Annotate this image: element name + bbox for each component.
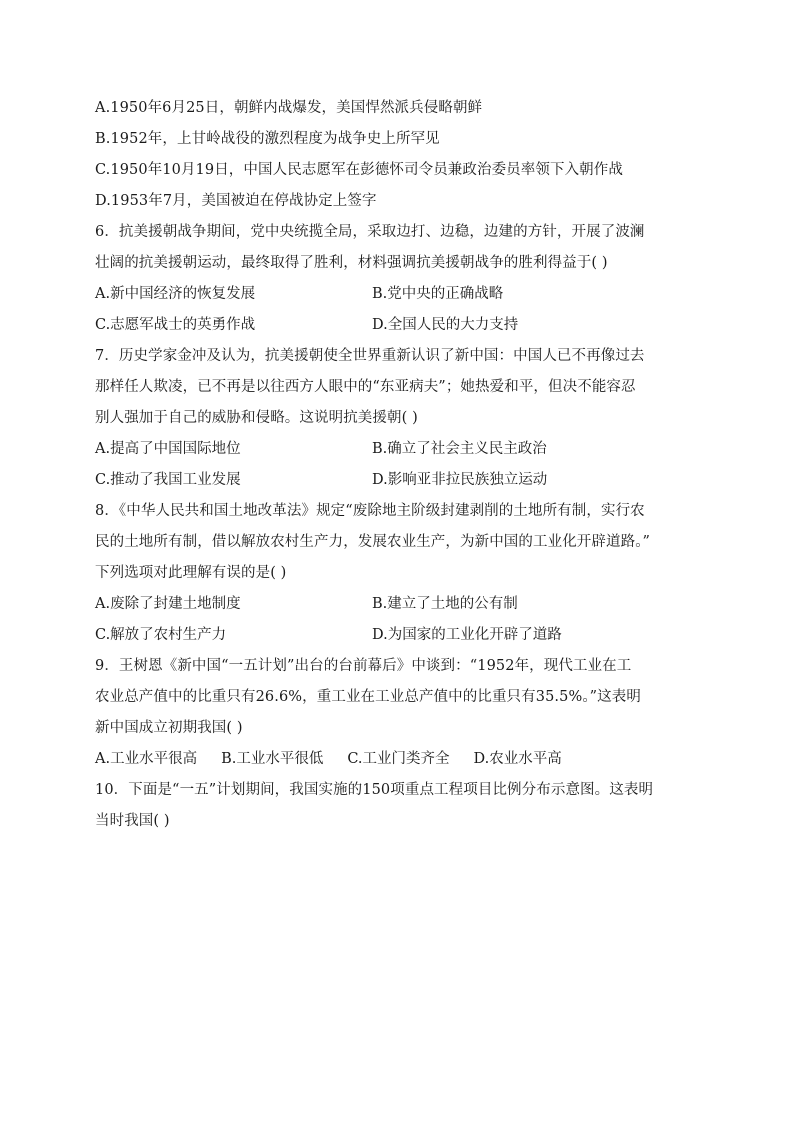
q8-options-row-2 <box>95 620 705 651</box>
q7-option-d: D.影响亚非拉民族独立运动 <box>372 472 548 488</box>
q5-option-b: B.1952年，上甘岭战役的激烈程度为战争史上所罕见 <box>95 131 440 147</box>
q6-stem-line-1: 6．抗美援朝战争期间，党中央统揽全局，采取边打、边稳，边建的方针，开展了波澜 <box>95 224 645 240</box>
q6-option-b: B.党中央的正确战略 <box>372 286 504 302</box>
q6-options-row-1 <box>95 279 705 310</box>
q7-option-b: B.确立了社会主义民主政治 <box>372 441 547 457</box>
q6-option-c: C.志愿军战士的英勇作战 <box>95 317 256 333</box>
q10-stem-line-2: 当时我国( ) <box>95 813 170 829</box>
q6-options-row-2 <box>95 310 705 341</box>
q8-stem-line-2: 民的土地所有制，借以解放农村生产力，发展农业生产，为新中国的工业化开辟道路。” <box>95 534 651 550</box>
q8-option-b: B.建立了土地的公有制 <box>372 596 518 612</box>
q9-option-c: C.工业门类齐全 <box>347 751 450 767</box>
q10-stem-line-1: 10．下面是“一五”计划期间，我国实施的150项重点工程项目比例分布示意图。这表明 <box>95 782 654 798</box>
q9-options-row <box>95 744 705 775</box>
q9-option-a: A.工业水平很高 <box>95 751 198 767</box>
q9-stem-line-2: 农业总产值中的比重只有26.6%，重工业在工业总产值中的比重只有35.5%。”这表明 <box>95 689 641 705</box>
q7-options-row-2 <box>95 465 705 496</box>
q9-stem-line-3: 新中国成立初期我国( ) <box>95 720 243 736</box>
q6-option-d: D.全国人民的大力支持 <box>372 317 519 333</box>
q7-stem-line-3: 别人强加于自己的威胁和侵略。这说明抗美援朝( ) <box>95 410 418 426</box>
q7-stem-line-2: 那样任人欺凌，已不再是以往西方人眼中的“东亚病夫”；她热爱和平，但决不能容忍 <box>95 379 636 395</box>
q8-option-a: A.废除了封建土地制度 <box>95 596 241 612</box>
q6-stem-line-2: 壮阔的抗美援朝运动，最终取得了胜利，材料强调抗美援朝战争的胜利得益于( ) <box>95 255 608 271</box>
q8-option-c: C.解放了农村生产力 <box>95 627 227 643</box>
q8-stem-line-3: 下列选项对此理解有误的是( ) <box>95 565 287 581</box>
q8-options-row-1 <box>95 589 705 620</box>
q7-stem-line-1: 7．历史学家金冲及认为，抗美援朝使全世界重新认识了新中国：中国人已不再像过去 <box>95 348 645 364</box>
q5-option-d: D.1953年7月，美国被迫在停战协定上签字 <box>95 193 377 209</box>
q8-option-d: D.为国家的工业化开辟了道路 <box>372 627 562 643</box>
q7-options-row-1 <box>95 434 705 465</box>
q9-option-b: B.工业水平很低 <box>221 751 324 767</box>
question-content <box>95 93 705 837</box>
q7-option-a: A.提高了中国国际地位 <box>95 441 241 457</box>
q5-option-c: C.1950年10月19日，中国人民志愿军在彭德怀司令员兼政治委员率领下入朝作战 <box>95 162 623 178</box>
q7-option-c: C.推动了我国工业发展 <box>95 472 241 488</box>
q9-stem-line-1: 9．王树恩《新中国“一五计划”出台的台前幕后》中谈到：“1952年，现代工业在工 <box>95 658 632 674</box>
q5-option-a: A.1950年6月25日，朝鲜内战爆发，美国悍然派兵侵略朝鲜 <box>95 100 483 116</box>
q8-stem-line-1: 8．《中华人民共和国土地改革法》规定“废除地主阶级封建剥削的土地所有制，实行农 <box>95 503 645 519</box>
q6-option-a: A.新中国经济的恢复发展 <box>95 286 256 302</box>
q9-option-d: D.农业水平高 <box>473 751 562 767</box>
